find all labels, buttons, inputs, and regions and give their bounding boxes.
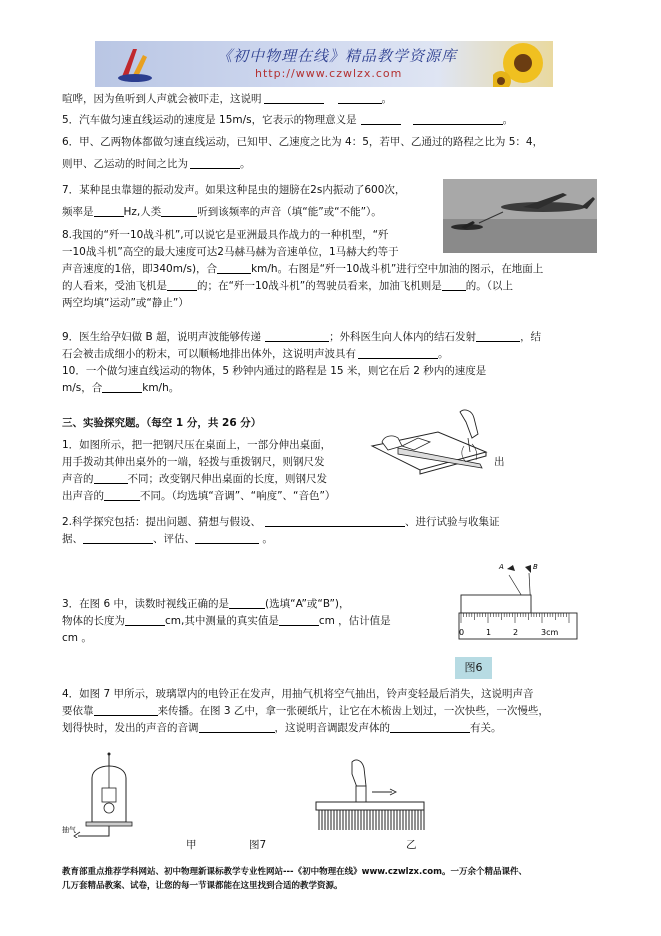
experiment-1-line2: 用手拨动其伸出桌外的一端，轻拨与重拨钢尺，则钢尺发: [62, 456, 325, 468]
answer-blank[interactable]: [229, 597, 265, 609]
comb-figure: [312, 758, 430, 840]
ruler-tick-label: 3cm: [541, 628, 559, 637]
question-9-line1: 9．医生给孕妇做 B 超，说明声波能够传递 ；外科医生向人体内的结石发射 ，结: [62, 331, 542, 343]
answer-blank[interactable]: [102, 381, 142, 393]
answer-blank[interactable]: [265, 330, 329, 342]
bell-jar-figure: [62, 752, 162, 838]
answer-blank[interactable]: [125, 614, 165, 626]
label-b: B: [533, 563, 538, 571]
answer-blank[interactable]: [104, 489, 140, 501]
answer-blank[interactable]: [476, 330, 520, 342]
answer-blank[interactable]: [167, 279, 197, 291]
question-8-line5: 两空均填“运动”或“静止”）: [62, 297, 189, 309]
answer-blank[interactable]: [338, 92, 382, 104]
experiment-1-line3: 声音的 不同；改变钢尺伸出桌面的长度，则钢尺发: [62, 473, 327, 485]
answer-blank[interactable]: [358, 347, 438, 359]
ruler-tick-label: 0: [459, 628, 465, 637]
section-3-heading: 三、实验探究题。（每空 1 分，共 26 分）: [62, 417, 262, 429]
experiment-2-line1: 2.科学探究包括：提出问题、猜想与假设、 、进行试验与收集证: [62, 516, 500, 528]
answer-blank[interactable]: [199, 721, 275, 733]
ruler-tick-label: 1: [486, 628, 492, 637]
question-6-line2: 则甲、乙运动的时间之比为 。: [62, 158, 251, 170]
question-10-line2: m/s，合 km/h。: [62, 382, 180, 394]
answer-blank[interactable]: [94, 704, 158, 716]
ruler-reading-figure: [455, 555, 581, 641]
experiment-4-line1: 4．如图 7 甲所示，玻璃罩内的电铃正在发声，用抽气机将空气抽出，铃声变轻最后消失，这说明声音: [62, 688, 534, 700]
answer-blank[interactable]: [83, 532, 153, 544]
experiment-4-line2: 要依靠 来传播。在图 3 乙中，拿一张硬纸片，让它在木梳齿上划过，一次快些，一次慢些，: [62, 705, 549, 717]
figure-6-caption: 图6: [455, 657, 492, 679]
answer-blank[interactable]: [94, 205, 124, 217]
banner-url: http://www.czwlzx.com: [255, 67, 403, 80]
q4-continuation: 喧哗，因为鱼听到人声就会被吓走，这说明 。: [62, 93, 392, 105]
site-logo: [115, 45, 155, 83]
answer-blank[interactable]: [361, 113, 401, 125]
answer-blank[interactable]: [195, 532, 259, 544]
answer-blank[interactable]: [217, 262, 251, 274]
answer-blank[interactable]: [264, 92, 324, 104]
question-8-line1: 8.我国的“歼一10战斗机”,可以说它是亚洲最具作战力的一种机型，“歼: [62, 229, 389, 241]
question-10-line1: 10．一个做匀速直线运动的物体，5 秒钟内通过的路程是 15 米，则它在后 2 秒内的速度是: [62, 365, 487, 377]
answer-blank[interactable]: [190, 157, 240, 169]
question-8-line4: 的人看来，受油飞机是 的；在“歼一10战斗机”的驾驶员看来，加油飞机则是 的。（以上: [62, 280, 513, 292]
answer-blank[interactable]: [279, 614, 319, 626]
sunflower-image: [493, 41, 553, 87]
pump-label: 抽气: [62, 826, 76, 834]
steel-ruler-figure: [368, 408, 490, 482]
figure-7-label-jia: 甲: [186, 839, 197, 851]
aerial-refueling-photo: [443, 179, 597, 253]
footer-line-2: 几万套精品教案、试卷，让您的每一节课都能在这里找到合适的教学资源。: [62, 881, 343, 891]
question-8-line3: 声音速度的1倍，即340m/s)，合 km/h。右图是“歼一10战斗机”进行空中加油的图示，在地面上: [62, 263, 544, 275]
question-6-line1: 6．甲、乙两物体都做匀速直线运动，已知甲、乙速度之比为 4：5，若甲、乙通过的路程之比为 5：4，: [62, 136, 544, 148]
experiment-1-line4: 出声音的 不同。（均选填“音调”、“响度”、“音色”）: [62, 490, 336, 502]
comb-teeth: [319, 810, 424, 830]
question-9-line2: 石会被击成细小的粉末，可以顺畅地排出体外，这说明声波具有 。: [62, 348, 449, 360]
header-banner: [95, 41, 553, 87]
experiment-1-line1: 1．如图所示，把一把钢尺压在桌面上，一部分伸出桌面，: [62, 439, 332, 451]
footer-line-1: 教育部重点推荐学科网站、初中物理新课标教学专业性网站---《初中物理在线》www.czwlzx.com。一万余个精品课件、: [62, 867, 527, 877]
ruler-tick-label: 2: [513, 628, 519, 637]
answer-blank[interactable]: [413, 113, 503, 125]
answer-blank[interactable]: [94, 472, 128, 484]
experiment-3-line2: 物体的长度为 cm,其中测量的真实值是 cm ，估计值是: [62, 615, 391, 627]
banner-title: 《初中物理在线》精品教学资源库: [217, 47, 458, 65]
answer-blank[interactable]: [265, 515, 405, 527]
experiment-3-line1: 3．在图 6 中，读数时视线正确的是 (选填“A”或“B”)，: [62, 598, 350, 610]
question-7-line2: 频率是 Hz,人类 听到该频率的声音（填“能”或“不能”）。: [62, 206, 382, 218]
question-7-line1: 7．某种昆虫靠翅的振动发声。如果这种昆虫的翅膀在2s内振动了600次，: [62, 184, 406, 196]
figure-7-caption: 图7: [249, 839, 267, 851]
answer-blank[interactable]: [390, 721, 470, 733]
question-8-line2: 一10战斗机”高空的最大速度可达2马赫马赫为音速单位，1马赫大约等于: [62, 246, 399, 258]
answer-blank[interactable]: [161, 205, 197, 217]
experiment-4-line3: 划得快时，发出的声音的音调 ，这说明音调跟发声体的 有关。: [62, 722, 502, 734]
label-a: A: [499, 563, 504, 571]
question-5: 5．汽车做匀速直线运动的速度是 15m/s，它表示的物理意义是 。: [62, 114, 514, 126]
answer-blank[interactable]: [442, 279, 466, 291]
figure-7-label-yi: 乙: [406, 839, 417, 851]
experiment-3-line3: cm 。: [62, 632, 92, 644]
experiment-1-stray-char: 出: [494, 456, 505, 468]
experiment-2-line2: 据、 、评估、 。: [62, 533, 273, 545]
